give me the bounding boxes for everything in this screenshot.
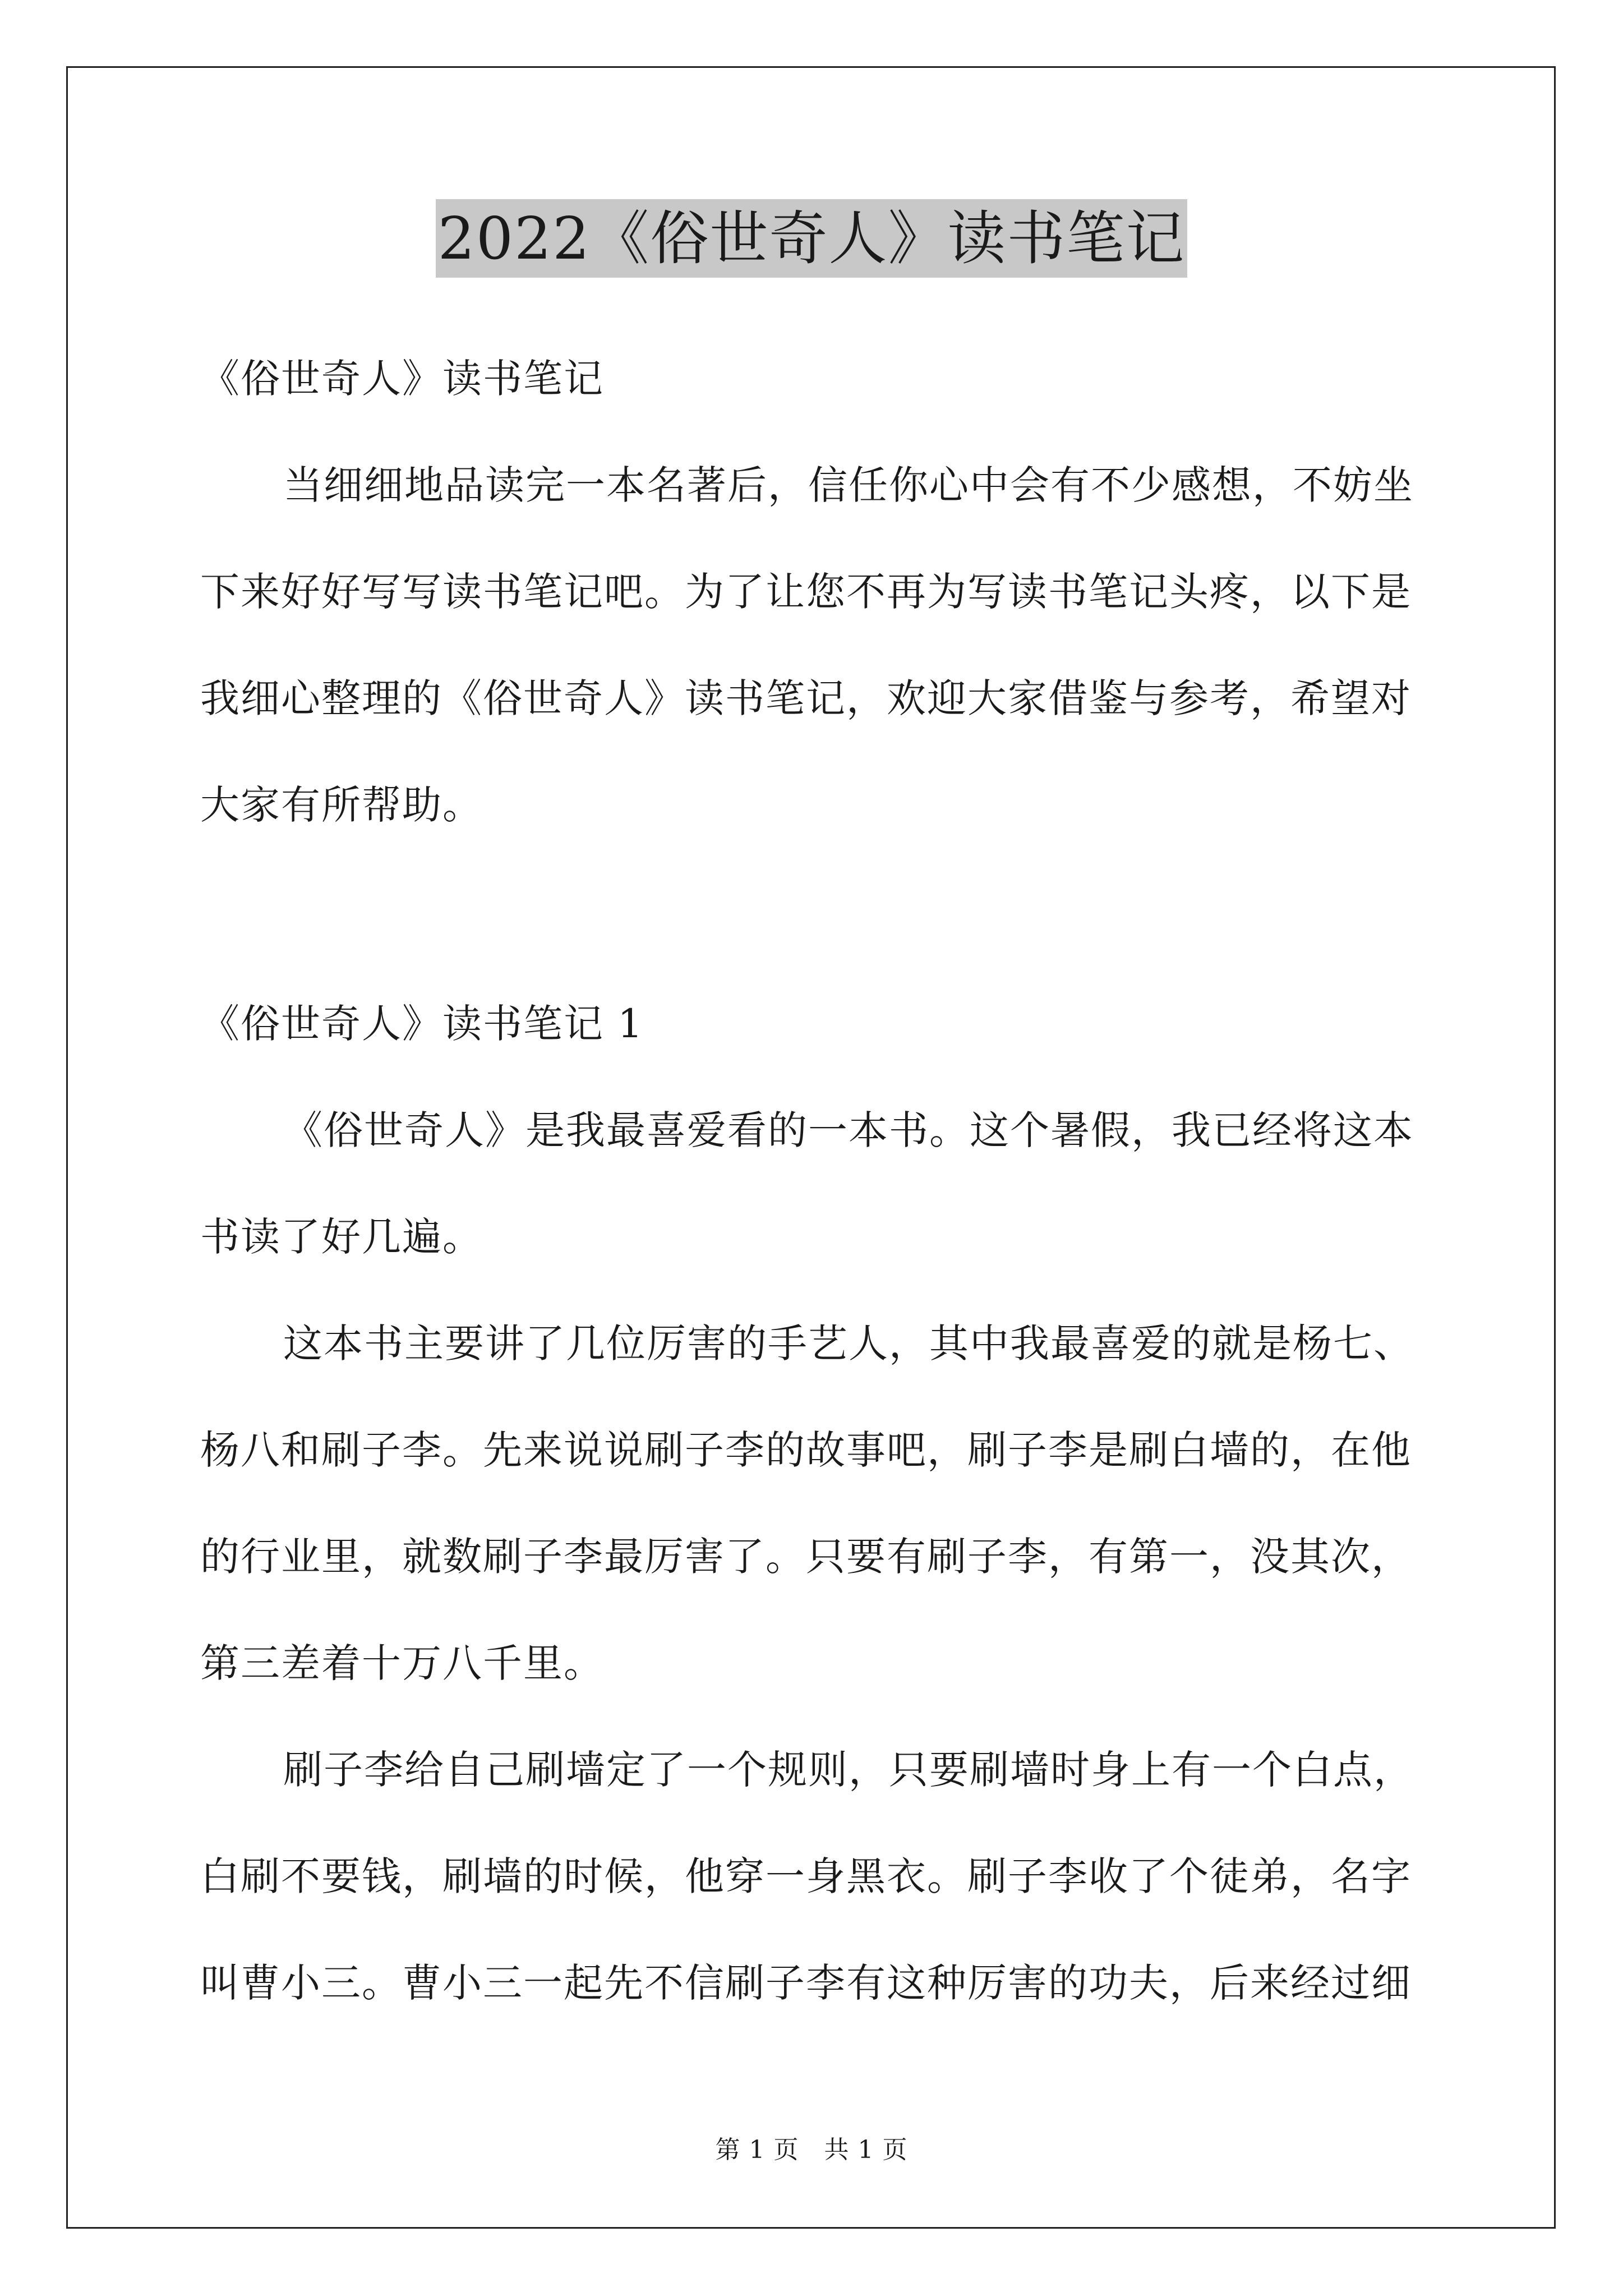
- paragraph-line: 的行业里，就数刷子李最厉害了。只要有刷子李，有第一，没其次，: [200, 1534, 1412, 1580]
- paragraph-line: 白刷不要钱，刷墙的时候，他穿一身黑衣。刷子李收了个徒弟，名字: [200, 1853, 1412, 1899]
- paragraph-line: 书读了好几遍。: [200, 1214, 483, 1260]
- paragraph-line: 杨八和刷子李。先来说说刷子李的故事吧，刷子李是刷白墙的，在他: [200, 1427, 1412, 1473]
- document-title: 2022《俗世奇人》读书笔记: [436, 199, 1188, 278]
- page-footer: 第 1 页 共 1 页: [715, 2136, 908, 2164]
- paragraph-line: 第三差着十万八千里。: [200, 1640, 604, 1686]
- section-heading: 《俗世奇人》读书笔记 1: [200, 1001, 644, 1047]
- intro-line: 下来好好写写读书笔记吧。为了让您不再为写读书笔记头疼，以下是: [200, 569, 1412, 615]
- title-container: [0, 199, 1623, 278]
- paragraph-line: 《俗世奇人》是我最喜爱看的一本书。这个暑假，我已经将这本: [283, 1107, 1414, 1153]
- document-heading: 《俗世奇人》读书笔记: [200, 356, 604, 402]
- paragraph-line: 这本书主要讲了几位厉害的手艺人，其中我最喜爱的就是杨七、: [283, 1320, 1414, 1366]
- paragraph-line: 叫曹小三。曹小三一起先不信刷子李有这种厉害的功夫，后来经过细: [200, 1960, 1412, 2006]
- intro-line: 大家有所帮助。: [200, 782, 483, 828]
- intro-line: 我细心整理的《俗世奇人》读书笔记，欢迎大家借鉴与参考，希望对: [200, 675, 1412, 721]
- paragraph-line: 刷子李给自己刷墙定了一个规则，只要刷墙时身上有一个白点，: [283, 1747, 1414, 1793]
- intro-line: 当细细地品读完一本名著后，信任你心中会有不少感想，不妨坐: [283, 462, 1414, 508]
